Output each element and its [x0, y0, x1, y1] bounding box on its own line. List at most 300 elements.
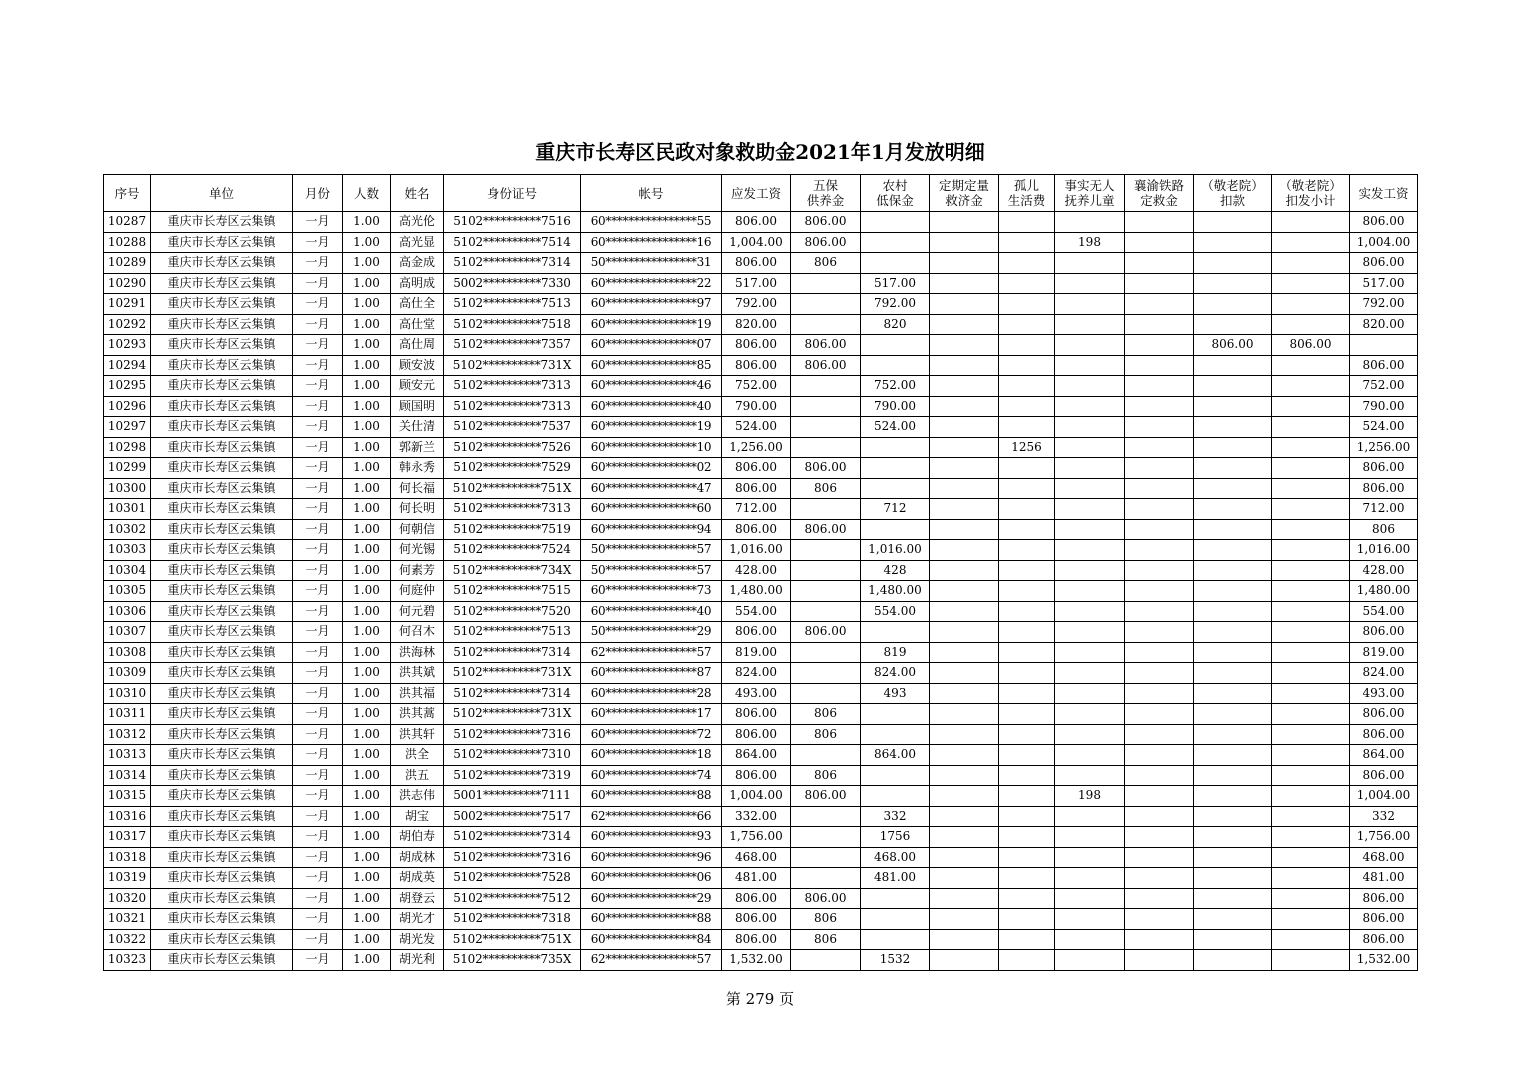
table-cell: 1.00 [343, 355, 391, 376]
table-cell: 1.00 [343, 745, 391, 766]
table-cell [1055, 745, 1125, 766]
table-cell [999, 683, 1055, 704]
table-cell: 胡伯寿 [391, 827, 444, 848]
table-cell: 一月 [293, 950, 343, 971]
table-cell [1125, 396, 1194, 417]
table-cell [999, 519, 1055, 540]
table-cell [1194, 909, 1272, 930]
table-cell: 重庆市长寿区云集镇 [151, 437, 293, 458]
table-cell [1194, 417, 1272, 438]
table-cell [1272, 909, 1350, 930]
table-cell: 481.00 [1350, 868, 1418, 889]
table-row [104, 519, 1418, 540]
table-cell: 10322 [104, 929, 151, 950]
table-cell: 554.00 [861, 601, 930, 622]
column-header: 事实无人 抚养儿童 [1055, 175, 1125, 212]
table-cell [999, 827, 1055, 848]
table-cell [1125, 806, 1194, 827]
table-cell: 10310 [104, 683, 151, 704]
table-cell [1350, 335, 1418, 356]
table-cell: 806.00 [722, 724, 791, 745]
table-cell: 一月 [293, 519, 343, 540]
table-cell: 1256 [999, 437, 1055, 458]
table-cell [861, 929, 930, 950]
table-cell [861, 786, 930, 807]
table-cell [930, 827, 999, 848]
table-cell: 10306 [104, 601, 151, 622]
table-cell: 一月 [293, 560, 343, 581]
table-cell: 60****************19 [581, 314, 722, 335]
table-cell: 60****************07 [581, 335, 722, 356]
table-cell: 重庆市长寿区云集镇 [151, 417, 293, 438]
table-cell: 5102**********7512 [444, 888, 581, 909]
table-cell: 顾安元 [391, 376, 444, 397]
table-cell [1194, 683, 1272, 704]
table-cell [1055, 663, 1125, 684]
table-cell: 10320 [104, 888, 151, 909]
table-cell [1125, 663, 1194, 684]
table-cell [1055, 622, 1125, 643]
table-cell [1194, 663, 1272, 684]
table-cell: 5102**********7314 [444, 253, 581, 274]
table-cell [861, 232, 930, 253]
table-cell: 重庆市长寿区云集镇 [151, 376, 293, 397]
table-cell: 806.00 [1350, 724, 1418, 745]
table-cell [1125, 683, 1194, 704]
table-cell: 806.00 [722, 212, 791, 233]
table-cell: 60****************29 [581, 888, 722, 909]
table-cell: 819 [861, 642, 930, 663]
table-cell: 一月 [293, 622, 343, 643]
table-cell: 806 [791, 909, 861, 930]
table-cell: 806.00 [791, 622, 861, 643]
table-cell: 一月 [293, 847, 343, 868]
table-row [104, 950, 1418, 971]
table-cell [1125, 355, 1194, 376]
table-cell [1055, 929, 1125, 950]
table-cell: 752.00 [722, 376, 791, 397]
table-cell: 5102**********751X [444, 478, 581, 499]
table-cell: 1,756.00 [1350, 827, 1418, 848]
table-cell [1194, 806, 1272, 827]
table-cell: 一月 [293, 335, 343, 356]
table-cell [1194, 478, 1272, 499]
table-cell: 洪其斌 [391, 663, 444, 684]
table-cell: 50****************57 [581, 540, 722, 561]
table-cell [999, 376, 1055, 397]
table-cell: 554.00 [722, 601, 791, 622]
table-cell: 60****************18 [581, 745, 722, 766]
table-row [104, 765, 1418, 786]
table-cell: 10296 [104, 396, 151, 417]
table-cell [1055, 581, 1125, 602]
table-cell: 重庆市长寿区云集镇 [151, 355, 293, 376]
table-cell: 重庆市长寿区云集镇 [151, 909, 293, 930]
table-cell: 10294 [104, 355, 151, 376]
table-cell [791, 745, 861, 766]
table-cell: 10311 [104, 704, 151, 725]
table-cell [1055, 335, 1125, 356]
table-cell [1272, 765, 1350, 786]
table-cell [1194, 458, 1272, 479]
table-cell [999, 929, 1055, 950]
table-cell: 1.00 [343, 560, 391, 581]
table-cell [1272, 724, 1350, 745]
table-cell: 1.00 [343, 601, 391, 622]
table-cell: 806.00 [791, 519, 861, 540]
table-cell [930, 929, 999, 950]
table-cell: 10308 [104, 642, 151, 663]
table-cell: 1.00 [343, 827, 391, 848]
table-cell: 10298 [104, 437, 151, 458]
table-cell [999, 745, 1055, 766]
table-cell [791, 437, 861, 458]
table-cell [861, 765, 930, 786]
table-cell [1272, 560, 1350, 581]
table-cell: 50****************29 [581, 622, 722, 643]
table-cell: 10309 [104, 663, 151, 684]
table-cell: 806.00 [791, 335, 861, 356]
table-cell [1055, 806, 1125, 827]
table-cell: 819.00 [722, 642, 791, 663]
table-cell [999, 499, 1055, 520]
table-cell: 5102**********7524 [444, 540, 581, 561]
table-cell: 一月 [293, 827, 343, 848]
table-cell: 一月 [293, 745, 343, 766]
table-cell [861, 519, 930, 540]
table-cell [930, 724, 999, 745]
table-cell: 5102**********7313 [444, 499, 581, 520]
table-cell: 高仕周 [391, 335, 444, 356]
table-cell [930, 417, 999, 438]
table-cell: 5102**********7357 [444, 335, 581, 356]
column-header: 应发工资 [722, 175, 791, 212]
table-cell [1194, 888, 1272, 909]
column-header: 五保 供养金 [791, 175, 861, 212]
table-cell [861, 335, 930, 356]
table-cell [1194, 519, 1272, 540]
table-row [104, 335, 1418, 356]
table-cell: 806.00 [722, 253, 791, 274]
table-cell: 332 [861, 806, 930, 827]
table-cell [791, 273, 861, 294]
table-cell: 864.00 [1350, 745, 1418, 766]
table-cell [930, 847, 999, 868]
table-cell: 一月 [293, 458, 343, 479]
table-cell [1194, 273, 1272, 294]
table-cell: 10292 [104, 314, 151, 335]
table-cell [1125, 437, 1194, 458]
table-cell: 重庆市长寿区云集镇 [151, 273, 293, 294]
table-cell [1125, 724, 1194, 745]
table-cell: 一月 [293, 499, 343, 520]
table-cell: 重庆市长寿区云集镇 [151, 581, 293, 602]
table-cell: 1.00 [343, 847, 391, 868]
table-cell: 胡成林 [391, 847, 444, 868]
table-cell [1194, 560, 1272, 581]
table-cell: 806 [791, 478, 861, 499]
table-row [104, 314, 1418, 335]
table-cell: 806 [791, 929, 861, 950]
table-cell: 60****************85 [581, 355, 722, 376]
table-cell: 1.00 [343, 253, 391, 274]
table-cell: 10290 [104, 273, 151, 294]
table-cell [1194, 355, 1272, 376]
table-cell [1194, 745, 1272, 766]
table-cell [861, 622, 930, 643]
table-cell [1272, 581, 1350, 602]
table-cell [1055, 519, 1125, 540]
table-cell: 一月 [293, 724, 343, 745]
table-cell [999, 888, 1055, 909]
table-cell: 重庆市长寿区云集镇 [151, 827, 293, 848]
table-cell [999, 273, 1055, 294]
table-cell: 一月 [293, 581, 343, 602]
table-cell: 重庆市长寿区云集镇 [151, 601, 293, 622]
table-cell: 493.00 [722, 683, 791, 704]
table-cell: 10289 [104, 253, 151, 274]
table-cell [791, 642, 861, 663]
table-cell: 824.00 [722, 663, 791, 684]
table-cell: 517.00 [1350, 273, 1418, 294]
table-cell: 5102**********7514 [444, 232, 581, 253]
table-cell [1125, 417, 1194, 438]
table-cell: 5102**********7314 [444, 642, 581, 663]
table-cell: 何光锡 [391, 540, 444, 561]
table-cell: 重庆市长寿区云集镇 [151, 724, 293, 745]
table-cell [1272, 212, 1350, 233]
column-header: 身份证号 [444, 175, 581, 212]
table-cell: 郭新兰 [391, 437, 444, 458]
table-cell: 806 [791, 704, 861, 725]
table-cell [930, 355, 999, 376]
table-cell: 一月 [293, 253, 343, 274]
table-cell [1125, 745, 1194, 766]
table-cell [1272, 827, 1350, 848]
table-cell [1055, 827, 1125, 848]
table-cell [930, 376, 999, 397]
table-cell: 一月 [293, 909, 343, 930]
table-cell: 重庆市长寿区云集镇 [151, 683, 293, 704]
table-cell [930, 683, 999, 704]
table-cell [791, 847, 861, 868]
table-cell: 5102**********7529 [444, 458, 581, 479]
table-cell: 重庆市长寿区云集镇 [151, 560, 293, 581]
table-cell: 10288 [104, 232, 151, 253]
table-cell [1194, 376, 1272, 397]
table-cell: 1.00 [343, 376, 391, 397]
table-cell: 一月 [293, 417, 343, 438]
table-cell [1055, 765, 1125, 786]
table-cell [930, 273, 999, 294]
table-cell: 10293 [104, 335, 151, 356]
table-cell: 806.00 [722, 622, 791, 643]
table-cell: 一月 [293, 540, 343, 561]
table-cell: 5102**********7313 [444, 376, 581, 397]
table-cell [861, 478, 930, 499]
table-cell: 1,532.00 [1350, 950, 1418, 971]
table-row [104, 437, 1418, 458]
table-cell: 806.00 [791, 786, 861, 807]
table-cell: 10314 [104, 765, 151, 786]
table-cell: 428 [861, 560, 930, 581]
table-cell: 481.00 [722, 868, 791, 889]
table-cell [930, 868, 999, 889]
table-cell: 60****************19 [581, 417, 722, 438]
table-cell [1194, 314, 1272, 335]
table-cell: 1.00 [343, 519, 391, 540]
table-row [104, 478, 1418, 499]
table-cell [1272, 417, 1350, 438]
table-cell [791, 663, 861, 684]
table-cell: 一月 [293, 294, 343, 315]
table-cell: 50****************57 [581, 560, 722, 581]
table-cell: 60****************93 [581, 827, 722, 848]
table-cell: 824.00 [1350, 663, 1418, 684]
table-cell: 60****************94 [581, 519, 722, 540]
table-cell [1272, 745, 1350, 766]
table-cell [930, 212, 999, 233]
table-cell [1272, 273, 1350, 294]
table-cell [1055, 376, 1125, 397]
table-cell: 712.00 [1350, 499, 1418, 520]
table-cell [1272, 376, 1350, 397]
table-cell: 关仕清 [391, 417, 444, 438]
table-cell: 胡宝 [391, 806, 444, 827]
table-cell [1272, 458, 1350, 479]
table-cell: 高明成 [391, 273, 444, 294]
table-cell: 顾国明 [391, 396, 444, 417]
table-cell: 1,016.00 [861, 540, 930, 561]
table-cell: 1.00 [343, 683, 391, 704]
table-cell [999, 540, 1055, 561]
table-cell [999, 478, 1055, 499]
table-row [104, 417, 1418, 438]
table-cell [999, 663, 1055, 684]
table-cell [999, 560, 1055, 581]
table-cell [861, 355, 930, 376]
table-cell [930, 950, 999, 971]
table-cell: 468.00 [1350, 847, 1418, 868]
table-cell [1272, 868, 1350, 889]
table-cell: 一月 [293, 929, 343, 950]
table-cell [930, 806, 999, 827]
table-cell: 5102**********751X [444, 929, 581, 950]
table-cell: 198 [1055, 232, 1125, 253]
table-cell [1125, 581, 1194, 602]
table-cell [1125, 929, 1194, 950]
table-cell: 5102**********7526 [444, 437, 581, 458]
table-cell: 1.00 [343, 663, 391, 684]
table-cell [791, 868, 861, 889]
table-cell [1055, 909, 1125, 930]
table-cell [1125, 560, 1194, 581]
table-cell: 332.00 [722, 806, 791, 827]
table-cell [1055, 458, 1125, 479]
table-cell [930, 663, 999, 684]
table-cell: 806.00 [1272, 335, 1350, 356]
table-cell: 高金成 [391, 253, 444, 274]
table-row [104, 827, 1418, 848]
table-cell [1125, 704, 1194, 725]
table-cell: 712.00 [722, 499, 791, 520]
table-cell [1125, 909, 1194, 930]
table-cell: 806.00 [1350, 478, 1418, 499]
relief-fund-table [103, 174, 1418, 971]
table-cell: 712 [861, 499, 930, 520]
table-row [104, 355, 1418, 376]
table-cell [1055, 437, 1125, 458]
table-cell [1272, 806, 1350, 827]
table-cell [1125, 950, 1194, 971]
table-cell [1194, 581, 1272, 602]
table-cell: 806.00 [722, 704, 791, 725]
table-cell: 1,004.00 [722, 232, 791, 253]
table-cell: 60****************97 [581, 294, 722, 315]
table-cell [1125, 540, 1194, 561]
table-cell: 468.00 [861, 847, 930, 868]
table-cell: 1.00 [343, 622, 391, 643]
table-cell: 5102**********7310 [444, 745, 581, 766]
table-cell: 752.00 [1350, 376, 1418, 397]
table-cell: 重庆市长寿区云集镇 [151, 253, 293, 274]
table-cell [1194, 232, 1272, 253]
table-cell: 468.00 [722, 847, 791, 868]
table-cell: 1,004.00 [1350, 786, 1418, 807]
table-cell: 1.00 [343, 540, 391, 561]
table-cell [999, 581, 1055, 602]
table-cell: 1.00 [343, 478, 391, 499]
table-row [104, 909, 1418, 930]
table-row [104, 499, 1418, 520]
table-row [104, 806, 1418, 827]
table-cell: 1.00 [343, 642, 391, 663]
table-cell [1194, 294, 1272, 315]
table-cell: 1.00 [343, 929, 391, 950]
table-cell: 332 [1350, 806, 1418, 827]
table-cell: 一月 [293, 478, 343, 499]
table-row [104, 847, 1418, 868]
table-cell: 一月 [293, 355, 343, 376]
table-cell: 60****************84 [581, 929, 722, 950]
table-cell [999, 786, 1055, 807]
table-cell: 806.00 [722, 909, 791, 930]
table-cell: 806.00 [1350, 909, 1418, 930]
page-number: 第 279 页 [725, 990, 795, 1008]
table-cell [1125, 847, 1194, 868]
table-cell: 10323 [104, 950, 151, 971]
table-cell [1055, 724, 1125, 745]
table-cell: 一月 [293, 232, 343, 253]
table-cell: 何长福 [391, 478, 444, 499]
table-cell [1272, 437, 1350, 458]
table-cell: 62****************57 [581, 950, 722, 971]
table-cell [930, 396, 999, 417]
table-cell [930, 335, 999, 356]
table-cell: 5102**********7528 [444, 868, 581, 889]
table-cell: 819.00 [1350, 642, 1418, 663]
table-cell: 60****************06 [581, 868, 722, 889]
table-cell [1055, 478, 1125, 499]
table-cell: 806.00 [791, 458, 861, 479]
table-cell: 重庆市长寿区云集镇 [151, 786, 293, 807]
table-row [104, 724, 1418, 745]
column-header: 孤儿 生活费 [999, 175, 1055, 212]
table-cell [1055, 560, 1125, 581]
table-cell: 胡光才 [391, 909, 444, 930]
table-cell: 1,480.00 [722, 581, 791, 602]
table-cell: 806.00 [722, 335, 791, 356]
